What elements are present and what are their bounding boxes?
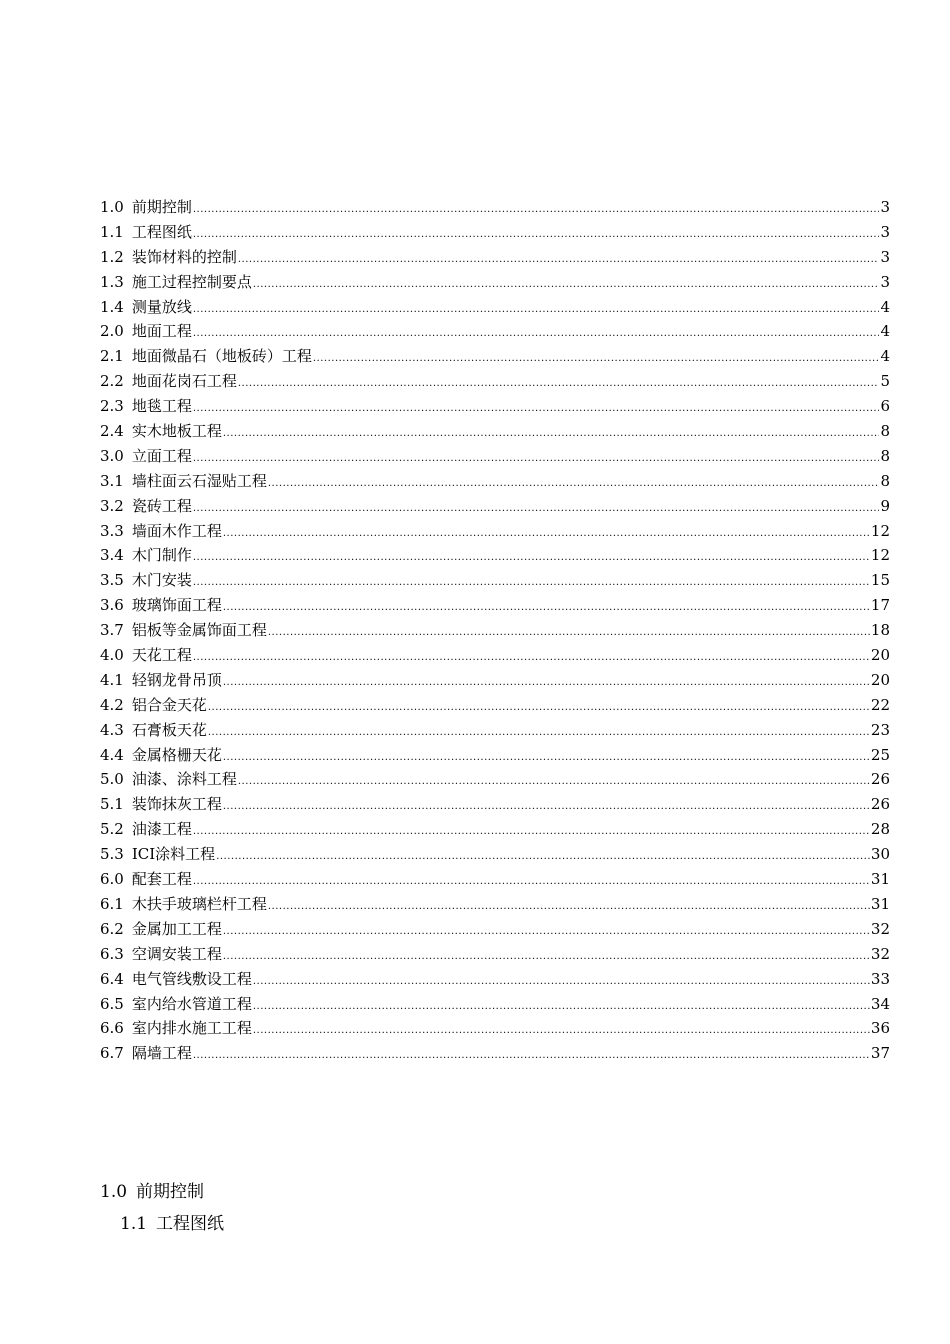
table-of-contents [100,195,890,1066]
toc-entry-title: 地毯工程 [131,397,192,416]
toc-entry-page-number: 3 [880,247,890,266]
toc-entry-title: 石膏板天花 [131,720,207,739]
toc-entry-title: 配套工程 [131,870,192,889]
toc-entry[interactable] [100,245,890,270]
toc-dot-leader [268,472,880,497]
toc-entry-title: 木门安装 [131,571,192,590]
toc-entry[interactable] [100,519,890,544]
toc-dot-leader [253,970,870,995]
section-title: 工程图纸 [156,1214,225,1234]
toc-dot-leader [193,820,870,845]
toc-entry-title: 隔墙工程 [131,1044,192,1063]
toc-entry-number: 1.4 [100,297,124,316]
toc-dot-leader [193,397,880,422]
toc-dot-leader [223,945,870,970]
toc-entry-number: 3.2 [100,496,124,515]
toc-entry-number: 4.4 [100,745,124,764]
toc-entry-number: 3.7 [100,621,124,640]
toc-entry-number: 6.7 [100,1044,124,1063]
toc-entry-title: 墙面木作工程 [131,521,222,540]
toc-entry-number: 3.6 [100,596,124,615]
toc-entry[interactable] [100,593,890,618]
section-heading-1-1 [120,1210,224,1238]
toc-entry-page-number: 9 [880,496,890,515]
toc-dot-leader [238,770,870,795]
toc-dot-leader [223,422,880,447]
toc-entry[interactable] [100,195,890,220]
toc-entry-number: 2.2 [100,372,124,391]
toc-entry[interactable] [100,618,890,643]
section-title: 前期控制 [136,1182,205,1202]
toc-entry-page-number: 12 [870,546,890,565]
toc-entry-title: 实木地板工程 [131,422,222,441]
toc-entry-title: 铝合金天花 [131,695,207,714]
toc-entry-page-number: 8 [880,422,890,441]
toc-entry-title: 施工过程控制要点 [131,272,252,291]
toc-entry-page-number: 18 [870,621,890,640]
toc-entry-title: 装饰材料的控制 [131,247,237,266]
toc-entry-title: 工程图纸 [131,222,192,241]
toc-entry[interactable] [100,419,890,444]
toc-dot-leader [216,845,870,870]
toc-entry-title: 室内排水施工工程 [131,1019,252,1038]
toc-entry[interactable] [100,270,890,295]
toc-entry-number: 1.1 [100,222,124,241]
toc-entry-title: 瓷砖工程 [131,496,192,515]
toc-entry[interactable] [100,942,890,967]
toc-entry-number: 2.3 [100,397,124,416]
toc-entry[interactable] [100,643,890,668]
toc-entry-title: 前期控制 [131,198,192,216]
toc-entry-number: 3.5 [100,571,124,590]
toc-entry-title: 油漆、涂料工程 [131,770,237,789]
toc-entry-number: 3.4 [100,546,124,565]
toc-entry-title: 测量放线 [131,297,192,316]
toc-entry[interactable] [100,1016,890,1041]
toc-entry[interactable] [100,842,890,867]
toc-entry-title: 木门制作 [131,546,192,565]
toc-entry-title: 油漆工程 [131,820,192,839]
toc-entry-page-number: 32 [870,919,890,938]
toc-dot-leader [223,671,870,696]
toc-entry[interactable] [100,568,890,593]
toc-entry[interactable] [100,494,890,519]
toc-dot-leader [223,596,870,621]
toc-entry-title: 电气管线敷设工程 [131,969,252,988]
toc-entry-page-number: 26 [870,770,890,789]
toc-entry-title: 玻璃饰面工程 [131,596,222,615]
toc-dot-leader [193,571,870,596]
toc-entry-number: 3.0 [100,446,124,465]
toc-dot-leader [253,273,880,298]
toc-entry-number: 6.5 [100,994,124,1013]
toc-entry[interactable] [100,817,890,842]
toc-dot-leader [208,721,870,746]
toc-dot-leader [193,298,880,323]
toc-entry[interactable] [100,444,890,469]
toc-entry-number: 6.0 [100,870,124,889]
toc-entry[interactable] [100,917,890,942]
toc-entry[interactable] [100,1041,890,1066]
toc-entry[interactable] [100,295,890,320]
toc-dot-leader [253,1019,870,1044]
toc-entry-page-number: 31 [870,894,890,913]
toc-entry-page-number: 17 [870,596,890,615]
toc-entry-number: 2.0 [100,322,124,341]
toc-entry-page-number: 26 [870,795,890,814]
toc-entry[interactable] [100,693,890,718]
toc-entry-title: 地面工程 [131,322,192,341]
toc-entry-number: 6.1 [100,894,124,913]
toc-entry[interactable] [100,220,890,245]
toc-entry-page-number: 30 [870,845,890,864]
toc-entry[interactable] [100,718,890,743]
toc-entry-page-number: 28 [870,820,890,839]
toc-dot-leader [208,696,870,721]
toc-entry[interactable] [100,967,890,992]
toc-entry[interactable] [100,344,890,369]
toc-dot-leader [193,447,880,472]
toc-entry-number: 6.3 [100,944,124,963]
toc-entry-title: 装饰抹灰工程 [131,795,222,814]
toc-entry-page-number: 22 [870,695,890,714]
toc-entry[interactable] [100,743,890,768]
toc-entry[interactable] [100,369,890,394]
toc-dot-leader [193,223,880,248]
toc-entry-title: 墙柱面云石湿贴工程 [131,471,267,490]
toc-entry-number: 5.2 [100,820,124,839]
toc-entry-number: 4.1 [100,670,124,689]
toc-entry-page-number: 3 [880,222,890,241]
toc-entry-page-number: 4 [880,297,890,316]
toc-entry-page-number: 4 [880,347,890,366]
toc-entry-page-number: 8 [880,471,890,490]
toc-entry-title: 立面工程 [131,446,192,465]
toc-entry-page-number: 15 [870,571,890,590]
toc-dot-leader [193,497,880,522]
toc-entry-page-number: 3 [880,272,890,291]
toc-entry-number: 3.1 [100,471,124,490]
toc-entry-page-number: 25 [870,745,890,764]
toc-entry-number: 1.3 [100,272,124,291]
toc-dot-leader [268,621,870,646]
toc-entry[interactable] [100,394,890,419]
toc-dot-leader [193,1044,870,1069]
toc-entry-number: 5.1 [100,795,124,814]
toc-dot-leader [193,198,880,223]
toc-entry-page-number: 31 [870,870,890,889]
toc-entry-page-number: 33 [870,969,890,988]
toc-dot-leader [313,347,880,372]
toc-entry[interactable] [100,469,890,494]
toc-entry-number: 2.1 [100,347,124,366]
toc-entry-page-number: 34 [870,994,890,1013]
toc-entry-page-number: 36 [870,1019,890,1038]
section-number: 1.1 [120,1214,148,1234]
toc-entry-title: 铝板等金属饰面工程 [131,621,267,640]
toc-entry-title: 天花工程 [131,646,192,665]
toc-entry-title: 金属加工工程 [131,919,222,938]
toc-entry[interactable] [100,668,890,693]
toc-entry-number: 6.4 [100,969,124,988]
toc-dot-leader [223,522,870,547]
toc-entry-number: 4.3 [100,720,124,739]
toc-entry-title: 木扶手玻璃栏杆工程 [131,894,267,913]
section-number: 1.0 [100,1182,128,1202]
toc-entry-title: 轻钢龙骨吊顶 [131,670,222,689]
toc-entry-page-number: 5 [880,372,890,391]
toc-entry-number: 4.2 [100,695,124,714]
toc-entry-page-number: 37 [870,1044,890,1063]
toc-entry-title: 金属格栅天花 [131,745,222,764]
toc-dot-leader [253,995,870,1020]
toc-dot-leader [193,646,870,671]
toc-entry-number: 5.0 [100,770,124,789]
toc-entry-title: ICI涂料工程 [131,845,216,864]
toc-entry[interactable] [100,767,890,792]
toc-entry-number: 6.6 [100,1019,124,1038]
toc-entry-number: 6.2 [100,919,124,938]
toc-entry-number: 4.0 [100,646,124,665]
toc-dot-leader [238,248,880,273]
toc-entry[interactable] [100,792,890,817]
toc-entry-number: 5.3 [100,845,124,864]
section-heading-1-0 [100,1178,204,1206]
toc-entry[interactable] [100,543,890,568]
toc-dot-leader [223,795,870,820]
toc-dot-leader [193,870,870,895]
toc-dot-leader [238,372,880,397]
toc-entry-title: 室内给水管道工程 [131,994,252,1013]
toc-entry-page-number: 4 [880,322,890,341]
toc-entry-page-number: 20 [870,670,890,689]
toc-entry-number: 3.3 [100,521,124,540]
toc-entry-page-number: 6 [880,397,890,416]
toc-entry-page-number: 3 [880,198,890,216]
toc-entry-page-number: 12 [870,521,890,540]
toc-entry-title: 空调安装工程 [131,944,222,963]
toc-entry-page-number: 8 [880,446,890,465]
toc-entry[interactable] [100,892,890,917]
toc-entry-title: 地面花岗石工程 [131,372,237,391]
toc-entry-page-number: 32 [870,944,890,963]
toc-entry[interactable] [100,319,890,344]
toc-entry-title: 地面微晶石（地板砖）工程 [131,347,312,366]
toc-entry[interactable] [100,867,890,892]
toc-entry-number: 1.2 [100,247,124,266]
toc-dot-leader [193,546,870,571]
toc-entry-number: 2.4 [100,422,124,441]
toc-entry-number: 1.0 [100,198,124,216]
toc-dot-leader [223,920,870,945]
toc-entry-page-number: 20 [870,646,890,665]
toc-dot-leader [223,746,870,771]
toc-entry-page-number: 23 [870,720,890,739]
toc-dot-leader [268,895,870,920]
toc-entry[interactable] [100,992,890,1017]
